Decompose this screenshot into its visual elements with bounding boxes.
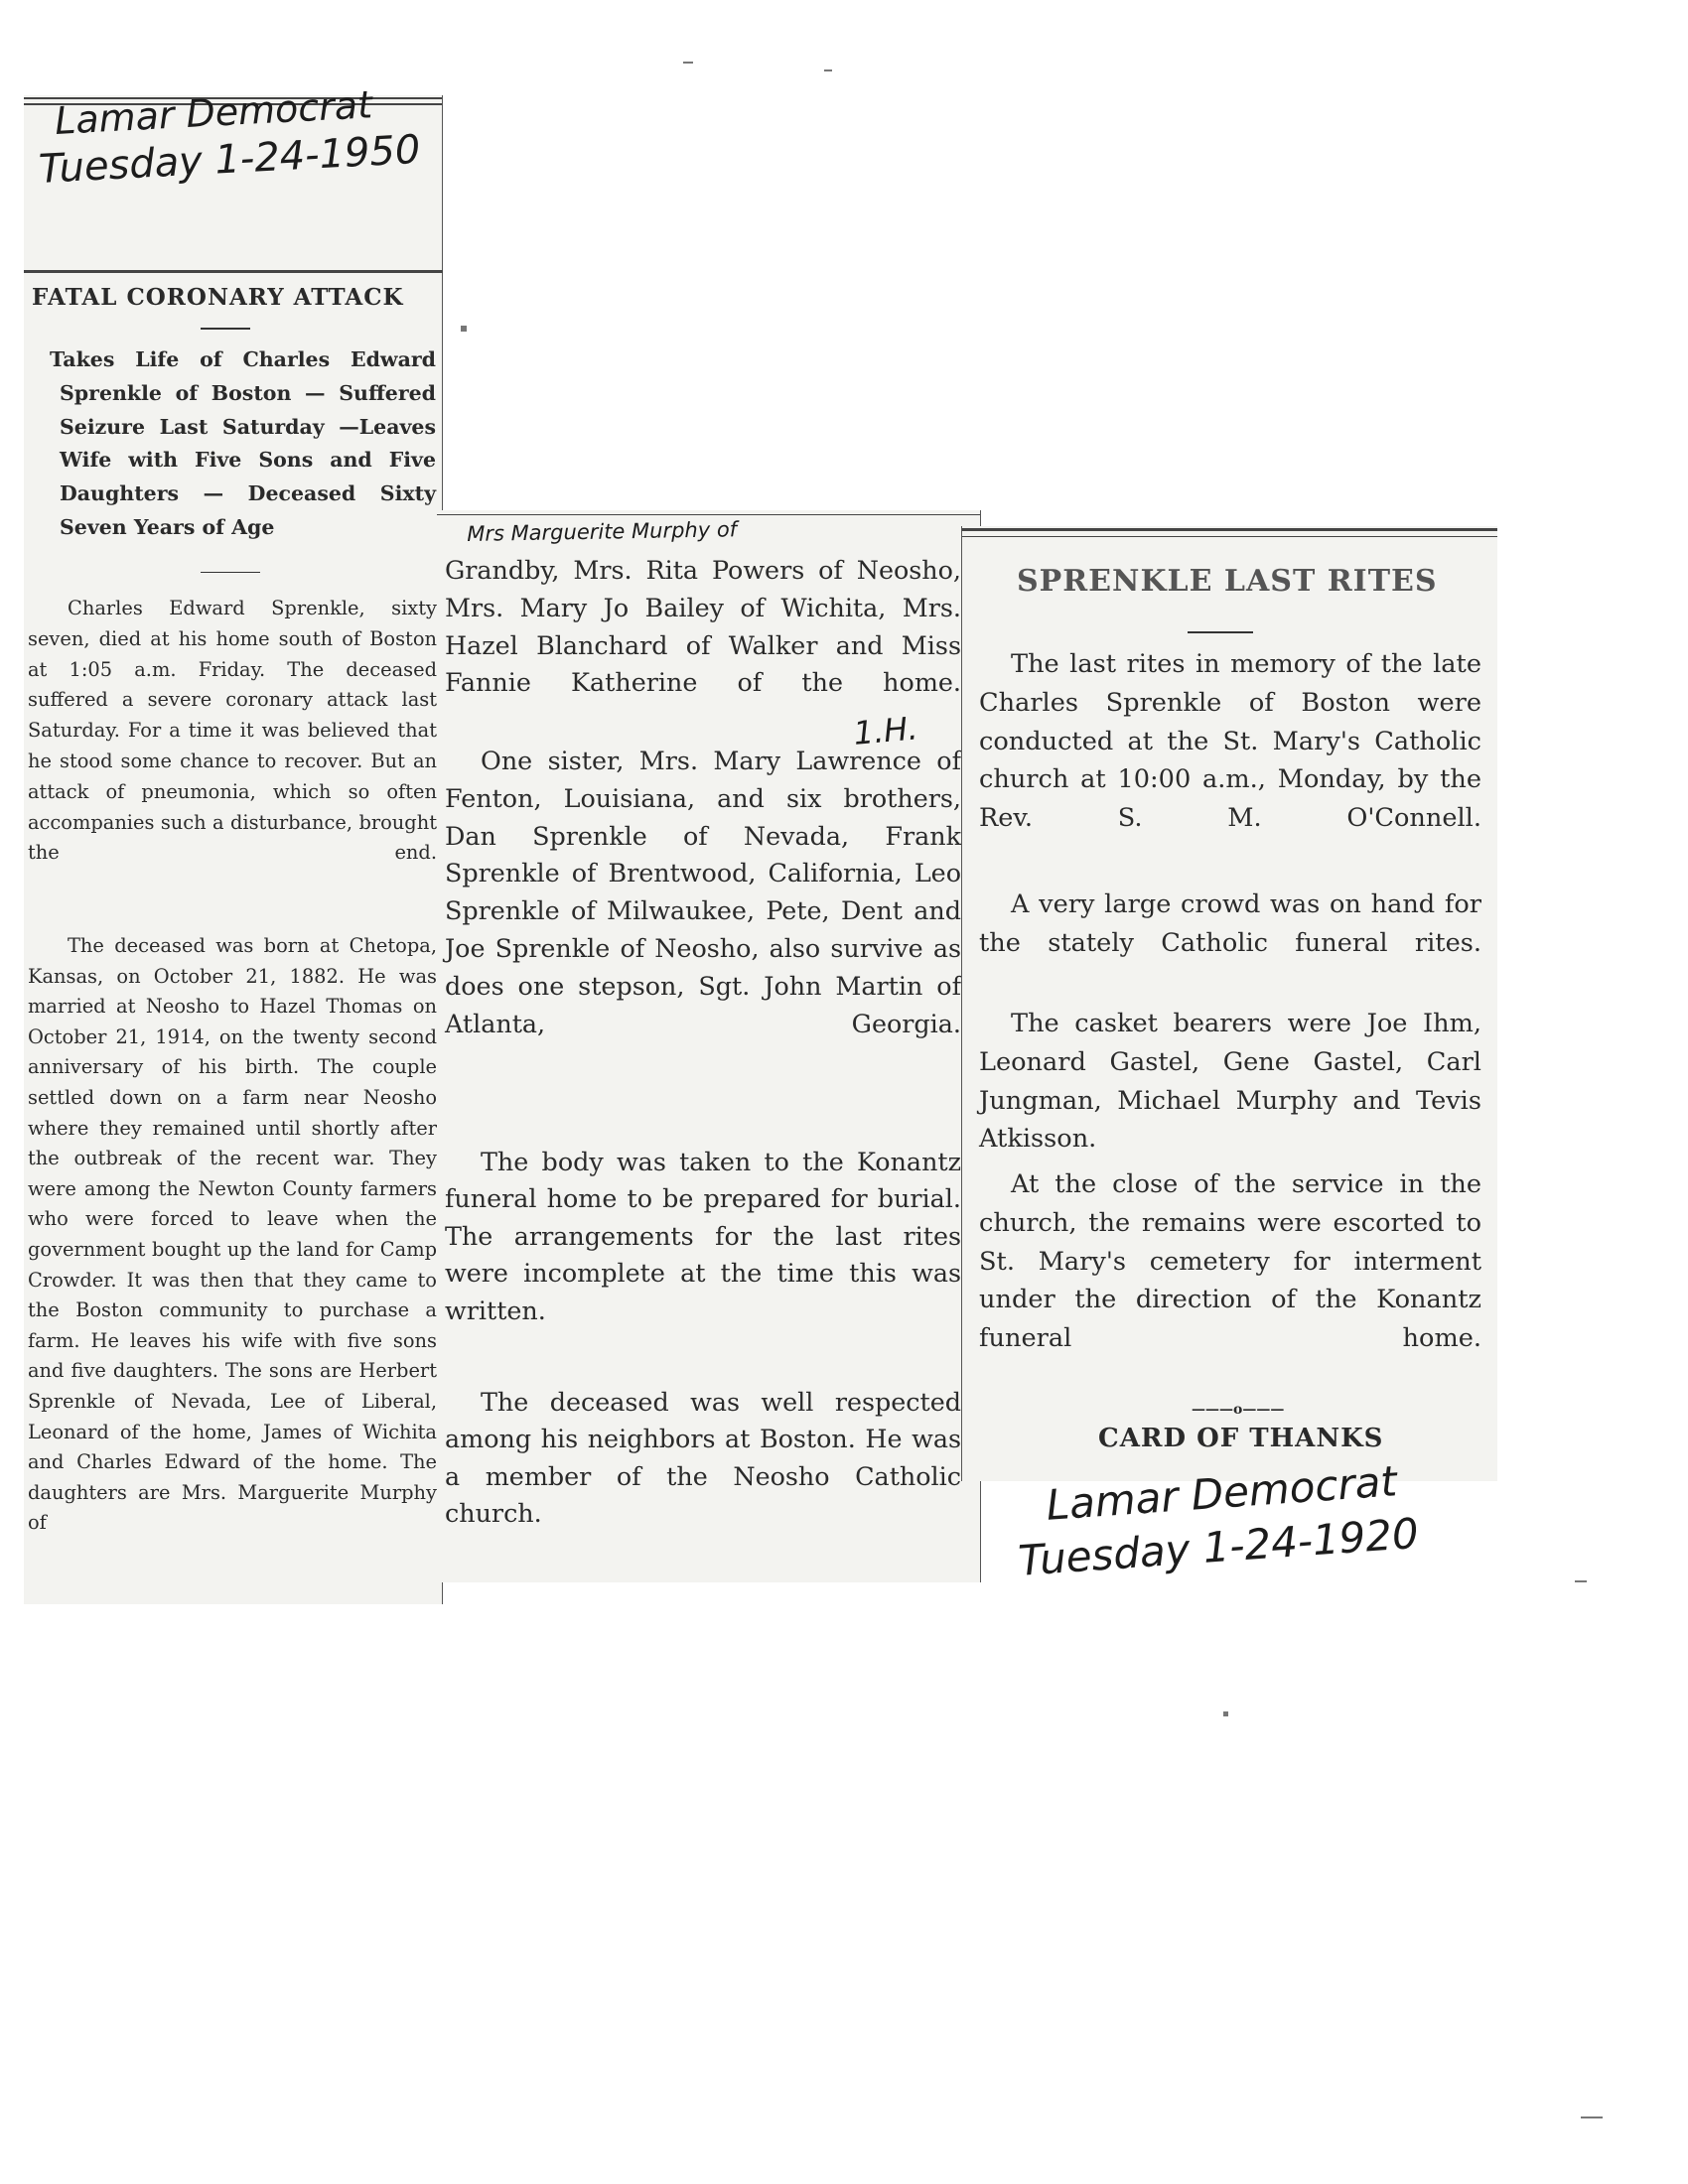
clipping-top-rule — [437, 514, 981, 515]
paragraph: The last rites in memory of the late Charles Sprenkle of Boston were conducted at the St. Mary's Catholic church at 10:00 a.m., Monday, by the Rev. S. M. O'Connell. — [979, 649, 1481, 834]
handwritten-paper-name: Lamar Democrat — [54, 82, 373, 143]
separator: ———o——— — [1192, 1402, 1285, 1418]
headline: FATAL CORONARY ATTACK — [32, 284, 404, 311]
scan-speck — [824, 69, 832, 71]
scan-speck — [683, 62, 693, 64]
clipping-left — [24, 82, 443, 1604]
paragraph: The deceased was well respected among his neighbors at Boston. He was a member of the Neosho Catholic church. — [445, 1387, 961, 1529]
paragraph: One sister, Mrs. Mary Lawrence of Fenton, Louisiana, and six brothers, Dan Sprenkle of Nevada, Frank Sprenkle of Brentwood, California, Leo Sprenkle of Milwaukee, Pete, Dent and Joe Sprenkle of Neosho, also survive as does one stepson, Sgt. John Martin of Atlanta, Georgia. — [445, 746, 961, 1038]
paragraph: At the close of the service in the church, the remains were escorted to St. Mary's cemetery for interment under the direction of the Konantz funeral home. — [979, 1169, 1481, 1354]
card-of-thanks-heading: CARD OF THANKS — [1098, 1424, 1384, 1453]
scan-speck — [461, 326, 467, 332]
handwritten-date: Tuesday 1-24-1950 — [38, 126, 422, 193]
paragraph: Grandby, Mrs. Rita Powers of Neosho, Mrs. Mary Jo Bailey of Wichita, Mrs. Hazel Blanchard of Walker and Miss Fannie Katherine of the home. — [445, 555, 961, 698]
scan-speck — [1223, 1711, 1228, 1716]
column-rule — [961, 526, 962, 1481]
paragraph: A very large crowd was on hand for the stately Catholic funeral rites. — [979, 889, 1481, 958]
subhead-short-rule — [201, 572, 260, 573]
headline-short-rule — [1188, 631, 1253, 633]
handwritten-note: Mrs Marguerite Murphy of — [467, 517, 738, 546]
paragraph: Charles Edward Sprenkle, sixty seven, died at his home south of Boston at 1:05 a.m. Friday. The deceased suffered a severe coronary attack last Saturday. For a time it was believed that he stood some chance to recover. But an attack of pneumonia, which so often accompanies such a disturbance, brought the end. — [28, 597, 437, 865]
clipping-top-rule — [961, 536, 1497, 537]
subheadline: Takes Life of Charles Edward Sprenkle of Boston — Suffered Seizure Last Saturday —Leaves Wife with Five Sons and Five Daughters — Deceased Sixty Seven Years of Age — [50, 347, 436, 539]
paragraph: The casket bearers were Joe Ihm, Leonard Gastel, Gene Gastel, Carl Jungman, Michael Murphy and Tevis Atkisson. — [979, 1009, 1481, 1155]
handwritten-footer-date: Tuesday 1-24-1920 — [1017, 1508, 1421, 1585]
headline-short-rule — [201, 328, 250, 330]
scan-speck — [1581, 2116, 1603, 2118]
paragraph: The deceased was born at Chetopa, Kansas, on October 21, 1882. He was married at Neosho to Hazel Thomas on October 21, 1914, on the twenty second anniversary of his birth. The couple settled down on a farm near Neosho where they remained until shortly after the outbreak of the recent war. They were among the Newton County farmers who were forced to leave when the government bought up the land for Camp Crowder. It was then that they came to the Boston community to purchase a farm. He leaves his wife with five sons and five daughters. The sons are Herbert Sprenkle of Nevada, Lee of Liberal, Leonard of the home, James of Wichita and Charles Edward of the home. The daughters are Mrs. Marguerite Murphy of — [28, 934, 437, 1535]
headline: SPRENKLE LAST RITES — [1017, 564, 1438, 599]
handwritten-mark: 1.H. — [852, 709, 919, 752]
clipping-top-rule — [961, 528, 1497, 531]
scan-speck — [1575, 1580, 1587, 1582]
clipping-middle — [437, 510, 981, 1582]
paragraph: The body was taken to the Konantz funeral home to be prepared for burial. The arrangements for the last rites were incomplete at the time this was written. — [445, 1147, 961, 1325]
headline-rule — [24, 270, 443, 273]
clipping-right — [961, 526, 1497, 1481]
handwritten-footer-paper: Lamar Democrat — [1045, 1456, 1399, 1530]
